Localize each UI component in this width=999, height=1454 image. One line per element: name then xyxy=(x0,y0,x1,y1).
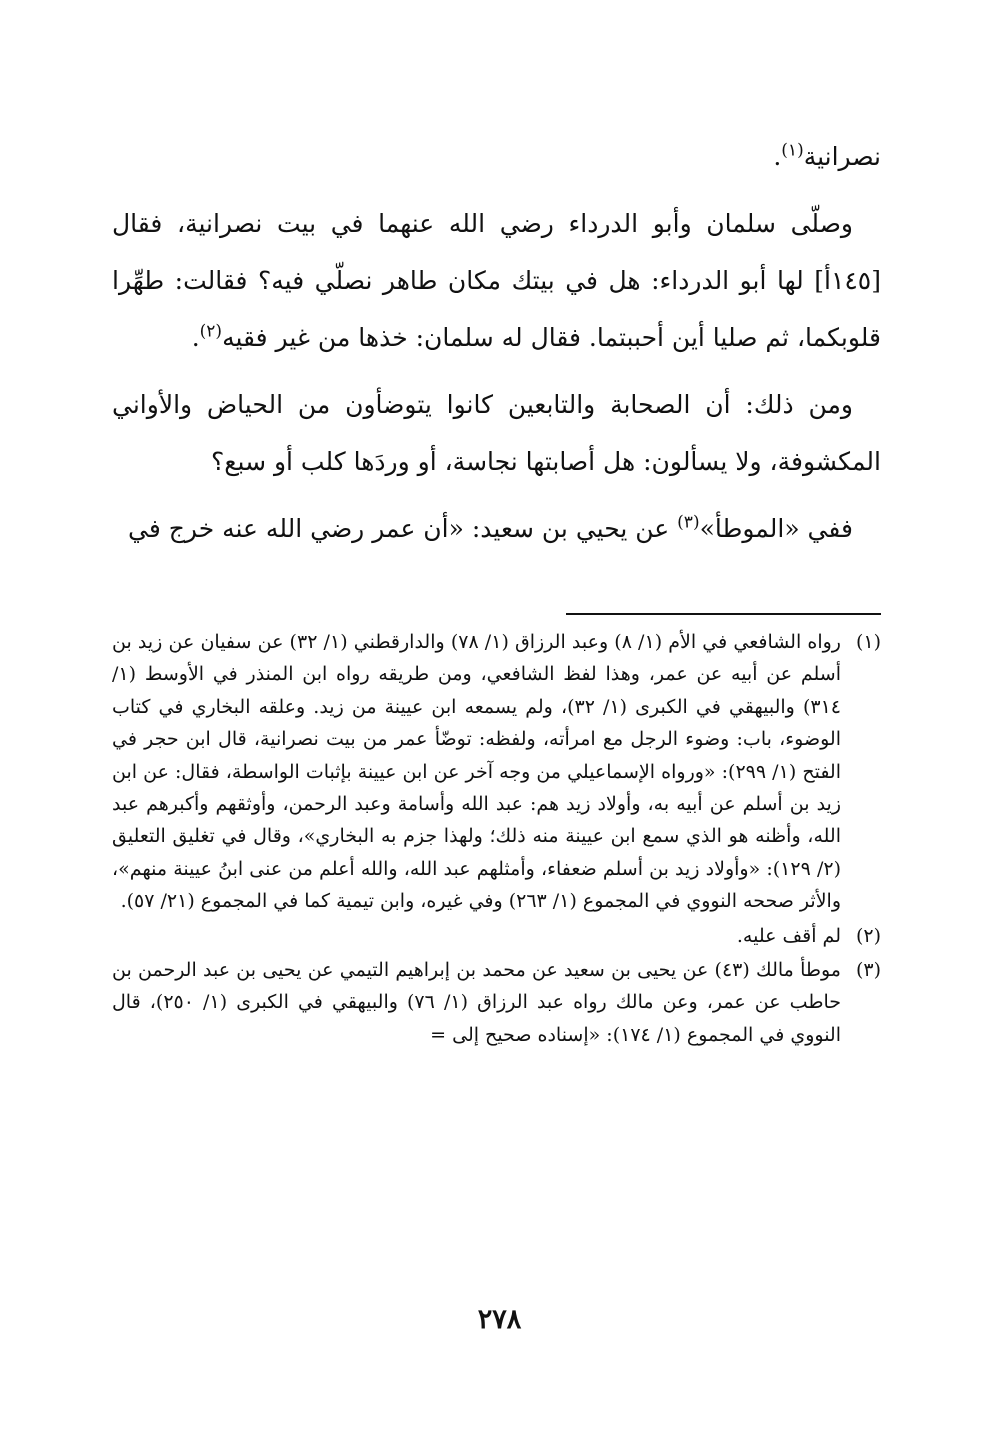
footnote-ref-1[interactable]: (١) xyxy=(781,140,804,161)
main-text xyxy=(112,128,881,557)
paragraph-1-end: . xyxy=(773,142,782,171)
footnote-ref-2[interactable]: (٢) xyxy=(199,321,223,342)
paragraph-1-text: نصرانية xyxy=(803,142,881,171)
paragraph-4 xyxy=(112,500,881,557)
paragraph-4-text-b: عن يحيي بن سعيد: «أن عمر رضي الله عنه خرج في xyxy=(128,514,678,543)
footnote-separator xyxy=(566,613,881,615)
footnote-text: رواه الشافعي في الأم (١/ ٨) وعبد الرزاق (١/ ٧٨) والدارقطني (١/ ٣٢) عن سفيان عن زيد بن أسلم عن أبيه عن عمر، وهذا لفظ الشافعي، ومن طريقه رواه ابن المنذر في الأوسط (١/ ٣١٤) والبيهقي في الكبرى (١/ ٣٢)، ولم يسمعه ابن عيينة من زيد. وعلقه البخاري في كتاب الوضوء، باب: وضوء الرجل مع امرأته، ولفظه: توضّأ عمر من بيت نصرانية، قال ابن حجر في الفتح (١/ ٢٩٩): «ورواه الإسماعيلي من وجه آخر عن ابن عيينة بإثبات الواسطة، فقال: عن ابن زيد بن أسلم عن أبيه به، وأولاد زيد هم: عبد الله وأسامة وعبد الرحمن، وأوثقهم وأكبرهم عبد الله، وأظنه هو الذي سمع ابن عيينة منه ذلك؛ ولهذا جزم به البخاري»، وقال في تغليق التعليق (٢/ ١٢٩): «وأولاد زيد بن أسلم ضعفاء، وأمثلهم عبد الله، والله أعلم من عنى ابنُ عيينة منهم»، والأثر صححه النووي في المجموع (١/ ٢٦٣) وفي غيره، وابن تيمية كما في المجموع (٢١/ ٥٧). xyxy=(112,631,841,913)
page-number: ٢٧٨ xyxy=(477,1304,522,1335)
footnote-2 xyxy=(112,920,881,952)
paragraph-2-text: وصلّى سلمان وأبو الدرداء رضي الله عنهما في بيت نصرانية، فقال [١٤٥أ] لها أبو الدرداء: هل في بيتك مكان طاهر نصلّي فيه؟ فقالت: طهِّرا قلوبكما، ثم صليا أين أحببتما. فقال له سلمان: خذها من غير فقيه xyxy=(112,209,881,352)
footnote-3 xyxy=(112,954,881,1051)
footnote-number: (١) xyxy=(855,631,881,653)
footnote-text: لم أقف عليه. xyxy=(736,924,841,947)
footnote-text: موطأ مالك (٤٣) عن يحيى بن سعيد عن محمد بن إبراهيم التيمي عن يحيى بن عبد الرحمن بن حاطب عن عمر، وعن مالك رواه عبد الرزاق (١/ ٧٦) والبيهقي في الكبرى (١/ ٢٥٠)، قال النووي في المجموع (١/ ١٧٤): «إسناده صحيح إلى = xyxy=(112,959,841,1046)
paragraph-3-text: ومن ذلك: أن الصحابة والتابعين كانوا يتوضأون من الحياض والأواني المكشوفة، ولا يسألون: هل أصابتها نجاسة، أو وردَها كلب أو سبع؟ xyxy=(112,390,881,476)
paragraph-4-text-a: ففي «الموطأ» xyxy=(699,514,853,543)
paragraph-3 xyxy=(112,376,881,490)
paragraph-2-end: . xyxy=(191,323,200,352)
paragraph-2 xyxy=(112,195,881,366)
footnote-number: (٢) xyxy=(855,924,881,947)
footnotes xyxy=(112,626,881,1053)
footnote-number: (٣) xyxy=(855,959,881,982)
footnote-1 xyxy=(112,626,881,918)
paragraph-1 xyxy=(112,128,881,185)
footnote-ref-3[interactable]: (٣) xyxy=(677,512,700,533)
